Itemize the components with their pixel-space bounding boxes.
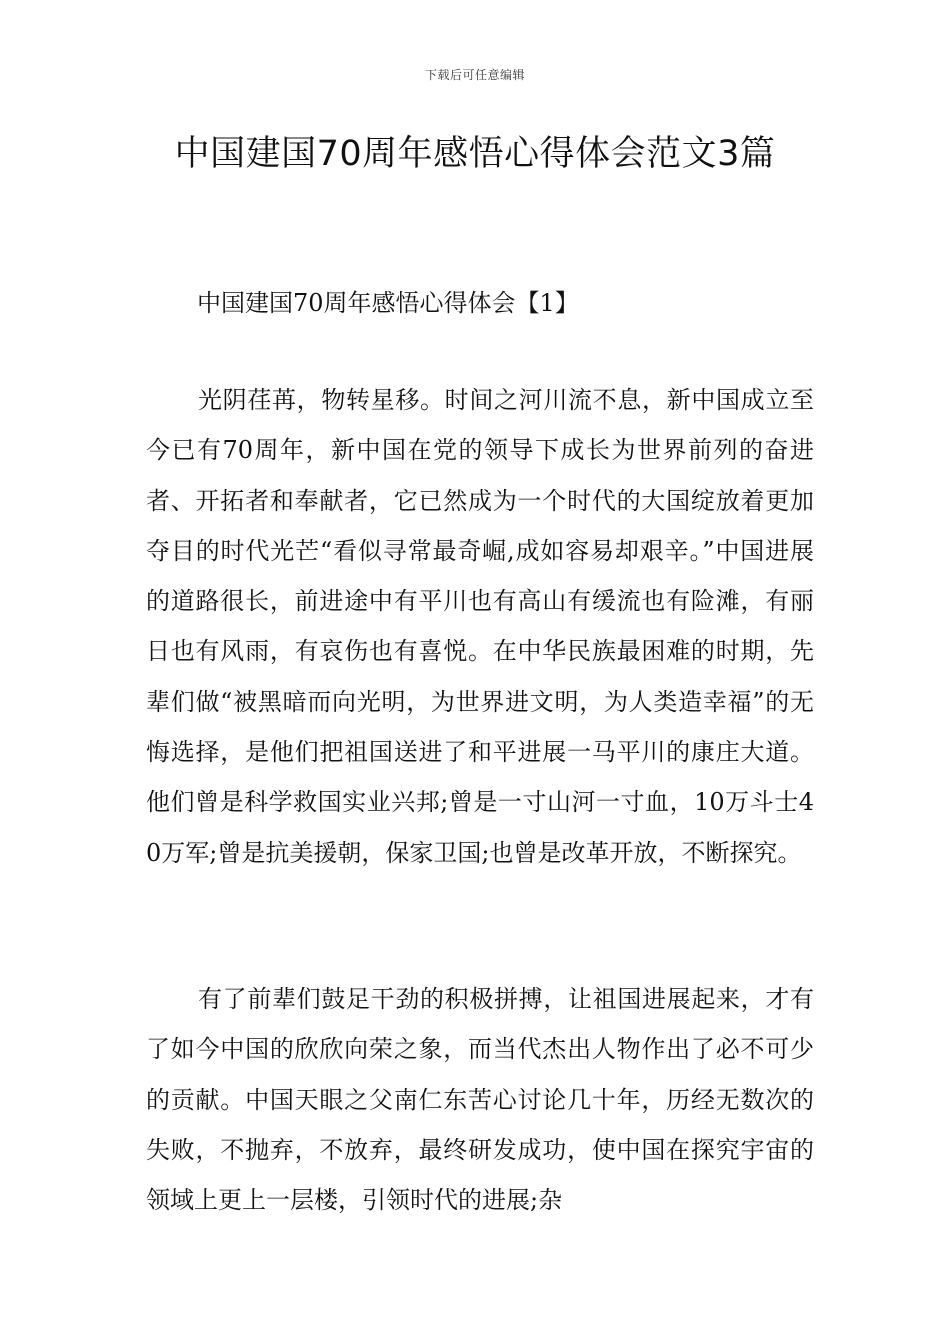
header-note: 下载后可任意编辑 xyxy=(424,68,525,82)
document-title: 中国建国70周年感悟心得体会范文3篇 xyxy=(174,134,776,174)
section-heading: 中国建国70周年感悟心得体会【1】 xyxy=(197,289,579,317)
body-paragraph: 光阴荏苒，物转星移。时间之河川流不息，新中国成立至今已有70周年，新中国在党的领导下成长为世界前列的奋进者、开拓者和奉献者，它已然成为一个时代的大国绽放着更加夺目的时代光芒“看似寻常最奇崛,成如容易却艰辛。”中国进展的道路很长，前进途中有平川也有高山有缓流也有险滩，有丽日也有风雨，有哀伤也有喜悦。在中华民族最困难的时期，先辈们做“被黑暗而向光明，为世界进文明，为人类造幸福”的无悔选择，是他们把祖国送进了和平进展一马平川的康庄大道。他们曾是科学救国实业兴邦;曾是一寸山河一寸血，10万斗士40万军;曾是抗美援朝，保家卫国;也曾是改革开放，不断探究。 xyxy=(146,386,814,867)
body-paragraph: 有了前辈们鼓足干劲的积极拼搏，让祖国进展起来，才有了如今中国的欣欣向荣之象，而当代杰出人物作出了必不可少的贡献。中国天眼之父南仁东苦心讨论几十年，历经无数次的失败，不抛弃，不放弃，最终研发成功，使中国在探究宇宙的领域上更上一层楼，引领时代的进展;杂 xyxy=(146,985,814,1215)
